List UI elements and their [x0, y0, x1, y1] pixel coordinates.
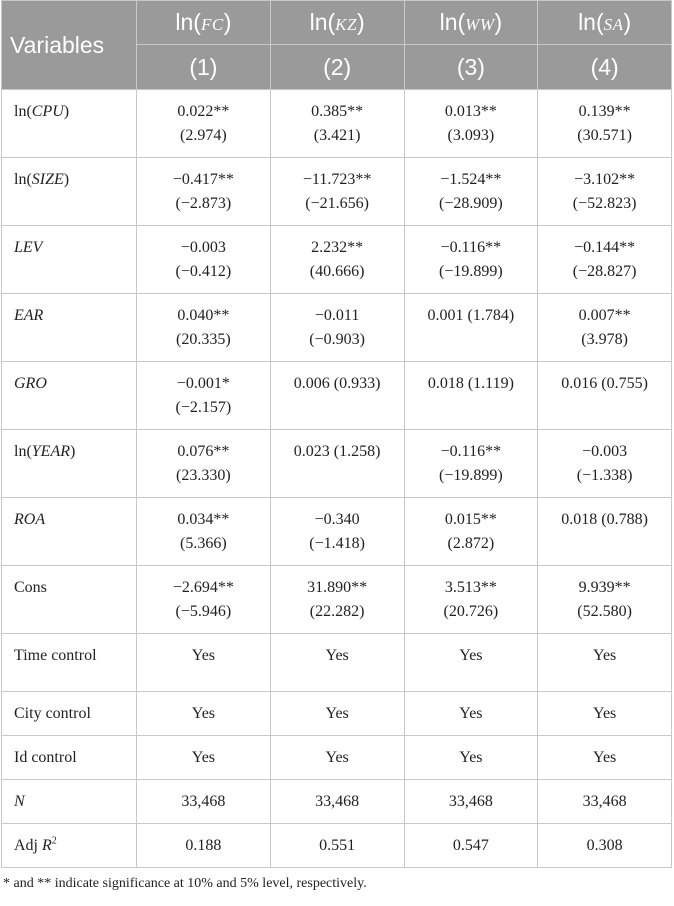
model-4-number: (4): [538, 45, 672, 90]
row-label: Id control: [2, 736, 137, 780]
table-cell: −0.116** (−19.899): [404, 226, 538, 294]
model-3-header: ln(WW): [404, 1, 538, 45]
table-cell: 0.188: [137, 824, 271, 868]
row-label: Cons: [2, 566, 137, 634]
model-4-header: ln(SA): [538, 1, 672, 45]
table-cell: Yes: [538, 736, 672, 780]
table-cell: 0.308: [538, 824, 672, 868]
control-row-city: [2, 692, 672, 736]
row-label: ln(SIZE): [2, 158, 137, 226]
table-cell: −0.417** (−2.873): [137, 158, 271, 226]
table-cell: 0.139** (30.571): [538, 90, 672, 158]
table-cell: −2.694** (−5.946): [137, 566, 271, 634]
row-label: N: [2, 780, 137, 824]
table-cell: Yes: [538, 634, 672, 692]
table-row: [2, 566, 672, 634]
table-row: [2, 498, 672, 566]
table-cell: −11.723** (−21.656): [270, 158, 404, 226]
table-cell: −1.524** (−28.909): [404, 158, 538, 226]
table-cell: 0.022** (2.974): [137, 90, 271, 158]
table-cell: 33,468: [270, 780, 404, 824]
table-cell: −3.102** (−52.823): [538, 158, 672, 226]
table-cell: Yes: [270, 736, 404, 780]
table-cell: 0.023 (1.258): [270, 430, 404, 498]
row-label: Adj $R^2$: [2, 824, 137, 868]
regression-table: [1, 0, 672, 868]
table-cell: Yes: [270, 634, 404, 692]
table-cell: Yes: [137, 634, 271, 692]
model-2-header: ln(KZ): [270, 1, 404, 45]
table-row: [2, 90, 672, 158]
table-cell: 3.513** (20.726): [404, 566, 538, 634]
table-cell: 2.232** (40.666): [270, 226, 404, 294]
table-cell: 0.016 (0.755): [538, 362, 672, 430]
model-2-number: (2): [270, 45, 404, 90]
table-cell: Yes: [270, 692, 404, 736]
table-cell: 0.076** (23.330): [137, 430, 271, 498]
row-label: ROA: [2, 498, 137, 566]
table-cell: 33,468: [137, 780, 271, 824]
control-row-id: [2, 736, 672, 780]
table-cell: −0.144** (−28.827): [538, 226, 672, 294]
table-cell: Yes: [137, 692, 271, 736]
row-label: ln(CPU): [2, 90, 137, 158]
table-cell: 0.006 (0.933): [270, 362, 404, 430]
table-cell: Yes: [538, 692, 672, 736]
row-label: LEV: [2, 226, 137, 294]
table-cell: 0.018 (0.788): [538, 498, 672, 566]
table-cell: 0.018 (1.119): [404, 362, 538, 430]
observations-row: [2, 780, 672, 824]
table-body: [2, 90, 672, 868]
table-cell: Yes: [137, 736, 271, 780]
row-label: GRO: [2, 362, 137, 430]
table-cell: −0.001* (−2.157): [137, 362, 271, 430]
table-cell: 9.939** (52.580): [538, 566, 672, 634]
table-cell: −0.003 (−1.338): [538, 430, 672, 498]
table-cell: 0.551: [270, 824, 404, 868]
row-label: City control: [2, 692, 137, 736]
table-header: [2, 1, 672, 90]
table-cell: −0.003 (−0.412): [137, 226, 271, 294]
table-footnote: * and ** indicate significance at 10% and 5% level, respectively.: [3, 876, 367, 891]
table-cell: 31.890** (22.282): [270, 566, 404, 634]
table-cell: 0.007** (3.978): [538, 294, 672, 362]
table-cell: 0.034** (5.366): [137, 498, 271, 566]
table-cell: −0.340 (−1.418): [270, 498, 404, 566]
table-cell: 0.001 (1.784): [404, 294, 538, 362]
table-cell: Yes: [404, 692, 538, 736]
table-cell: 0.547: [404, 824, 538, 868]
control-row-time: [2, 634, 672, 692]
table-cell: −0.116** (−19.899): [404, 430, 538, 498]
table-cell: 0.015** (2.872): [404, 498, 538, 566]
table-row: [2, 430, 672, 498]
model-3-number: (3): [404, 45, 538, 90]
model-1-number: (1): [137, 45, 271, 90]
model-1-header: ln(FC): [137, 1, 271, 45]
table-row: [2, 294, 672, 362]
row-label: Time control: [2, 634, 137, 692]
table-row: [2, 158, 672, 226]
adj-r2-row: [2, 824, 672, 868]
row-label: ln(YEAR): [2, 430, 137, 498]
table-cell: 0.013** (3.093): [404, 90, 538, 158]
table-row: [2, 226, 672, 294]
table-cell: Yes: [404, 736, 538, 780]
header-row-dependent-variables: [2, 1, 672, 45]
table-cell: −0.011 (−0.903): [270, 294, 404, 362]
table-cell: Yes: [404, 634, 538, 692]
table-cell: 0.040** (20.335): [137, 294, 271, 362]
variables-header: Variables: [2, 1, 137, 90]
table-row: [2, 362, 672, 430]
table-cell: 0.385** (3.421): [270, 90, 404, 158]
table-cell: 33,468: [404, 780, 538, 824]
row-label: EAR: [2, 294, 137, 362]
table-cell: 33,468: [538, 780, 672, 824]
